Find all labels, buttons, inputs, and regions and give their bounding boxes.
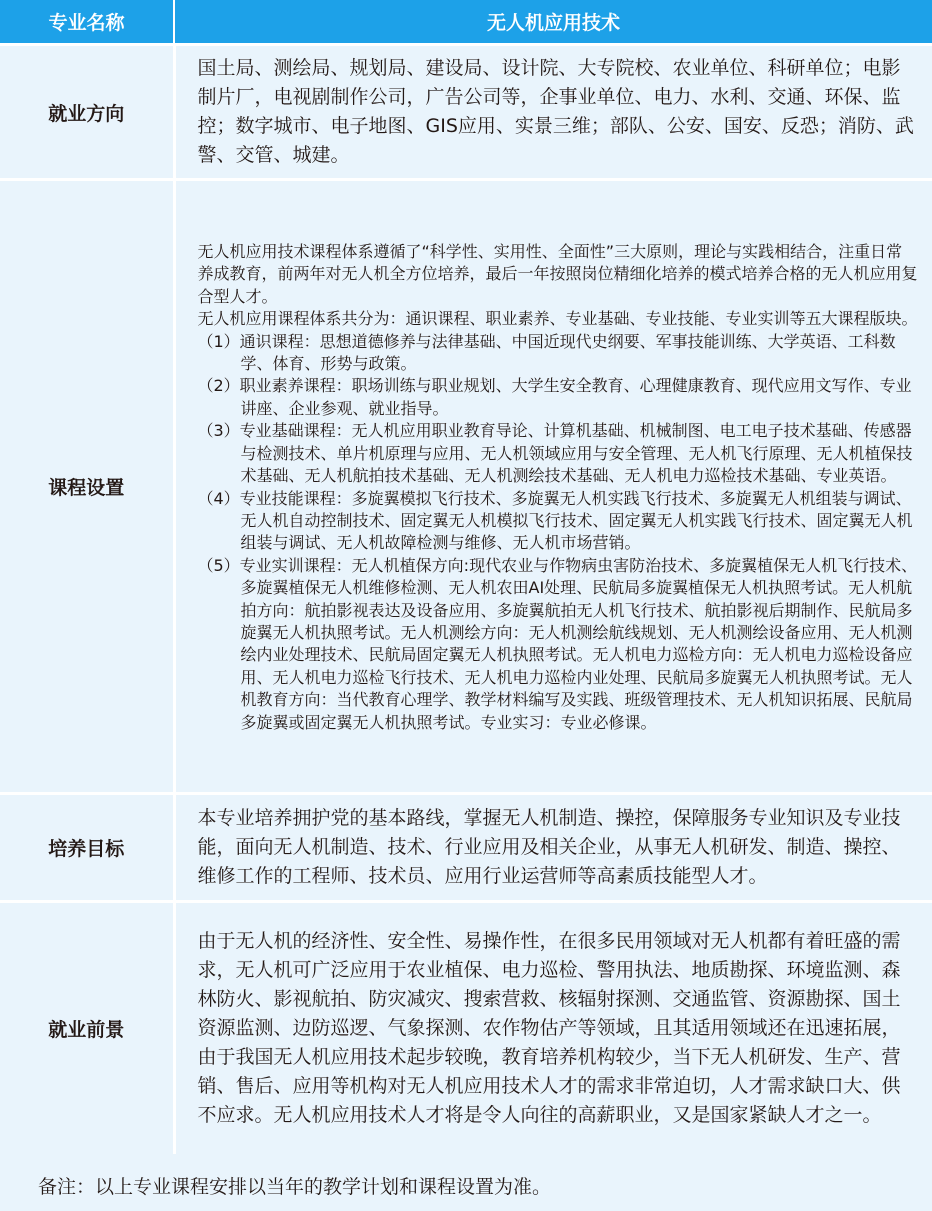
course-item: （4）专业技能课程：多旋翼模拟飞行技术、多旋翼无人机实践飞行技术、多旋翼无人机组装与调试、无人机自动控制技术、固定翼无人机模拟飞行技术、固定翼无人机实践飞行技术、固定翼无人机组装与调试、无人机故障检测与维修、无人机市场营销。 xyxy=(197,488,913,553)
row-label-training-goal: 培养目标 xyxy=(0,794,174,902)
header-major-name-label: 专业名称 xyxy=(0,0,174,45)
course-item: （1）通识课程：思想道德修养与法律基础、中国近现代史纲要、军事技能训练、大学英语、工科数学、体育、形势与政策。 xyxy=(197,331,896,374)
row-label-course-setup: 课程设置 xyxy=(0,180,174,794)
row-content-employment-prospect xyxy=(174,902,932,1154)
course-item: （5）专业实训课程：无人机植保方向:现代农业与作物病虫害防治技术、多旋翼植保无人机飞行技术、多旋翼植保无人机维修检测、无人机农田AI处理、民航局多旋翼植保无人机执照考试。无人机航拍方向：航拍影视表达及设备应用、多旋翼航拍无人机飞行技术、航拍影视后期制作、民航局多旋翼无人机执照考试。无人机测绘方向：无人机测绘航线规划、无人机测绘设备应用、无人机测绘内业处理技术、民航局固定翼无人机执照考试。无人机电力巡检方向：无人机电力巡检设备应用、无人机电力巡检飞行技术、无人机电力巡检内业处理、民航局多旋翼无人机执照考试。无人机教育方向：当代教育心理学、教学材料编写及实践、班级管理技术、无人机知识拓展、民航局多旋翼或固定翼无人机执照考试。专业实习：专业必修课。 xyxy=(197,555,918,732)
row-label-employment-direction: 就业方向 xyxy=(0,45,174,180)
row-employment-prospect xyxy=(0,902,932,1154)
table-header-row xyxy=(0,0,932,45)
header-major-title: 无人机应用技术 xyxy=(174,0,932,45)
row-content-training-goal xyxy=(174,794,932,902)
row-content-course-setup xyxy=(174,180,932,794)
row-employment-direction xyxy=(0,45,932,180)
paragraph: 无人机应用技术课程体系遵循了“科学性、实用性、全面性”三大原则，理论与实践相结合，注重日常养成教育，前两年对无人机全方位培养，最后一年按照岗位精细化培养的模式培养合格的无人机应用复合型人才。 xyxy=(197,242,918,306)
paragraph: 由于无人机的经济性、安全性、易操作性，在很多民用领域对无人机都有着旺盛的需求，无人机可广泛应用于农业植保、电力巡检、警用执法、地质勘探、环境监测、森林防火、影视航拍、防灾减灾、搜索营救、核辐射探测、交通监管、资源勘探、国土资源监测、边防巡逻、气象探测、农作物估产等领域，且其适用领域还在迅速拓展，由于我国无人机应用技术起步较晚，教育培养机构较少，当下无人机研发、生产、营销、售后、应用等机构对无人机应用技术人才的需求非常迫切，人才需求缺口大、供不应求。无人机应用技术人才将是令人向往的高薪职业，又是国家紧缺人才之一。 xyxy=(197,929,901,1126)
paragraph: 国土局、测绘局、规划局、建设局、设计院、大专院校、农业单位、科研单位；电影制片厂，电视剧制作公司，广告公司等，企事业单位、电力、水利、交通、环保、监控；数字城市、电子地图、GIS应用、实景三维；部队、公安、国安、反恐；消防、武警、交管、城建。 xyxy=(197,57,914,166)
paragraph: 无人机应用课程体系共分为：通识课程、职业素养、专业基础、专业技能、专业实训等五大课程版块。 xyxy=(197,309,918,329)
course-item: （2）职业素养课程：职场训练与职业规划、大学生安全教育、心理健康教育、现代应用文写作、专业讲座、企业参观、就业指导。 xyxy=(197,376,912,418)
row-label-employment-prospect: 就业前景 xyxy=(0,902,174,1154)
row-course-setup xyxy=(0,180,932,794)
paragraph: 本专业培养拥护党的基本路线，掌握无人机制造、操控，保障服务专业知识及专业技能，面向无人机制造、技术、行业应用及相关企业，从事无人机研发、制造、操控、维修工作的工程师、技术员、应用行业运营师等高素质技能型人才。 xyxy=(197,807,901,887)
course-item: （3）专业基础课程：无人机应用职业教育导论、计算机基础、机械制图、电工电子技术基础、传感器与检测技术、单片机原理与应用、无人机领域应用与安全管理、无人机飞行原理、无人机植保技术基础、无人机航拍技术基础、无人机测绘技术基础、无人机电力巡检技术基础、专业英语。 xyxy=(197,421,913,486)
row-content-employment-direction xyxy=(174,45,932,180)
footnote: 备注：以上专业课程安排以当年的教学计划和课程设置为准。 xyxy=(38,1176,552,1198)
row-training-goal xyxy=(0,794,932,902)
